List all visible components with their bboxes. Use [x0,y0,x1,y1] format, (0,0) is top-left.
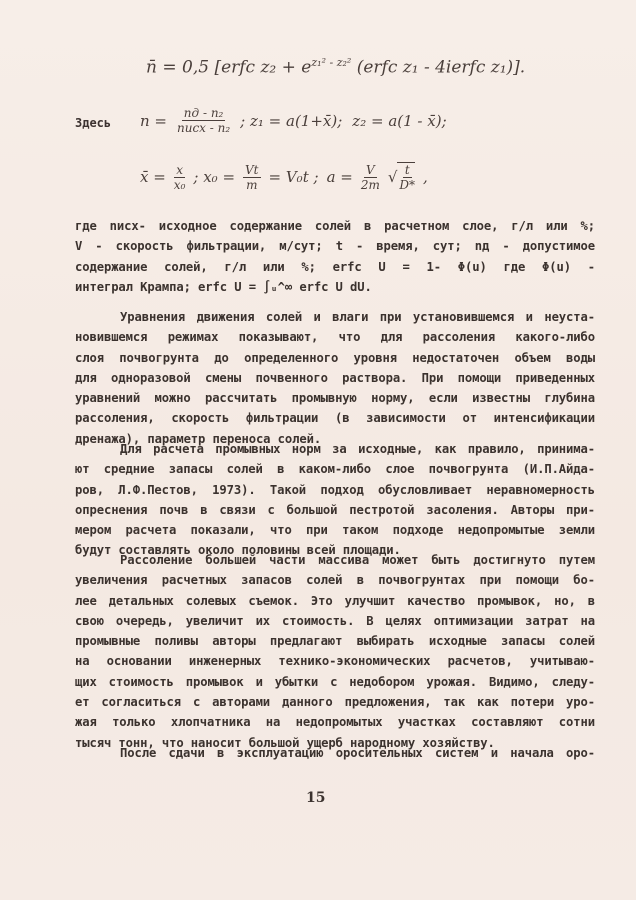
definitions-formula-line1 [140,106,447,135]
a-denominator: 2m [360,177,380,192]
text-line: После сдачи в эксплуатацию оросительных систем и начала оро- [120,746,595,760]
text-line: тысяч тонн, что наносит большой ущерб народному хозяйству. [75,735,495,750]
page-number: 15 [306,790,326,806]
text-line: будут составлять около половины всей площади. [75,543,401,558]
text-line: ет согласиться с авторами данного предложения, так как потери уро- [75,695,595,710]
paragraph-3 [75,550,595,753]
text-line: жая только хлопчатника на недопромытых участках составляют сотни [75,715,595,730]
text-line: уравнений можно рассчитать промывную норму, если известны глубина [75,391,595,406]
text-line: новившемся режимах показывают, что для рассоления какого-либо [75,330,595,345]
formula-lhs: n̄ = 0,5 [erfc z₂ + e [146,57,312,78]
text-line: промывные поливы авторы предлагают выбирать исходные запасы солей [75,634,595,649]
x0-denominator: m [246,177,258,192]
paragraph-1 [75,307,595,449]
formula-exponent: z₁² - z₂² [311,56,352,69]
text-line: рассоления, скорость фильтрации (в зависимости от интенсификации [75,411,595,426]
z2-def: z₂ = a(1 - x̄); [352,111,447,130]
definitions-formula-line2 [140,162,428,192]
sqrt-icon: √ [387,168,398,186]
x0-lhs: ; x₀ = [193,168,236,186]
text-line: свою очередь, увеличит их стоимость. В целях оптимизации затрат на [75,613,595,628]
definition-line: содержание солей, г/л или %; erfc U = 1- Φ(u) где Φ(u) - [75,259,595,274]
text-line: Рассоление большей части массива может быть достигнуто путем [120,553,595,567]
text-line: слоя почвогрунта до определенного уровня недостаточен объем воды [75,350,595,365]
main-formula [146,56,525,78]
text-line: увеличения расчетных запасов солей в почвогрунтах при помощи бо- [75,573,595,588]
formula-rhs: (erfc z₁ - 4ierfc z₁)]. [351,57,526,78]
x0-fraction [243,163,261,192]
a-fraction [361,163,380,192]
definition-line: V - скорость фильтрации, м/сут; t - время, сут; nд - допустимое [75,239,595,254]
sqrt-expression [388,162,415,192]
text-line: Уравнения движения солей и влаги при установившемся и неуста- [120,310,595,324]
text-line: Для расчета промывных норм за исходные, как правило, принима- [120,442,595,456]
text-line: на основании инженерных технико-экономических расчетов, учитываю- [75,654,595,669]
sqrt-numerator: t [404,163,410,177]
text-line: ров, Л.Ф.Пестов, 1973). Такой подход обусловливает неравномерность [75,482,595,497]
formula-tail: , [423,168,428,186]
n-denominator: nисх - n₂ [177,121,231,135]
text-line: опреснения почв в связи с большой пестротой засоления. Авторы при- [75,502,595,517]
variable-definitions [75,216,595,297]
xbar-lhs: x̄ = [140,168,166,186]
definition-line: интеграл Крампа; erfc U = ∫ᵤ^∞ erfc U dU. [75,279,372,294]
n-lhs: n = [140,111,167,130]
paragraph-2 [75,439,595,561]
text-line: для одноразовой смены почвенного раствора. При помощи приведенных [75,370,595,385]
text-line: лее детальных солевых съемок. Это улучшит качество промывок, но, в [75,593,595,608]
x0-rhs: = V₀t ; [268,168,319,186]
sqrt-denominator: D* [399,178,416,192]
text-line: дренажа), параметр переноса солей. [75,431,322,446]
paragraph-4 [75,743,595,763]
sqrt-fraction [397,162,415,192]
definition-line: где nисх- исходное содержание солей в расчетном слое, г/л или %; [75,219,595,233]
z1-def: ; z₁ = a(1+x̄); [240,111,343,130]
n-fraction [177,106,230,135]
a-lhs: a = [326,168,353,186]
text-line: мером расчета показали, что при таком подходе недопромытые земли [75,523,595,538]
x0-numerator: Vt [245,162,259,177]
n-numerator: nд - n₂ [183,106,224,120]
xbar-denominator: x₀ [173,177,186,192]
xbar-fraction [174,163,186,192]
text-line: щих стоимость промывок и убытки с недобором урожая. Видимо, следу- [75,674,595,689]
here-label: Здесь [75,116,112,130]
text-line: ют средние запасы солей в каком-либо слое почвогрунта (И.П.Айда- [75,462,595,477]
xbar-numerator: x [176,162,183,177]
a-numerator: V [366,162,375,177]
